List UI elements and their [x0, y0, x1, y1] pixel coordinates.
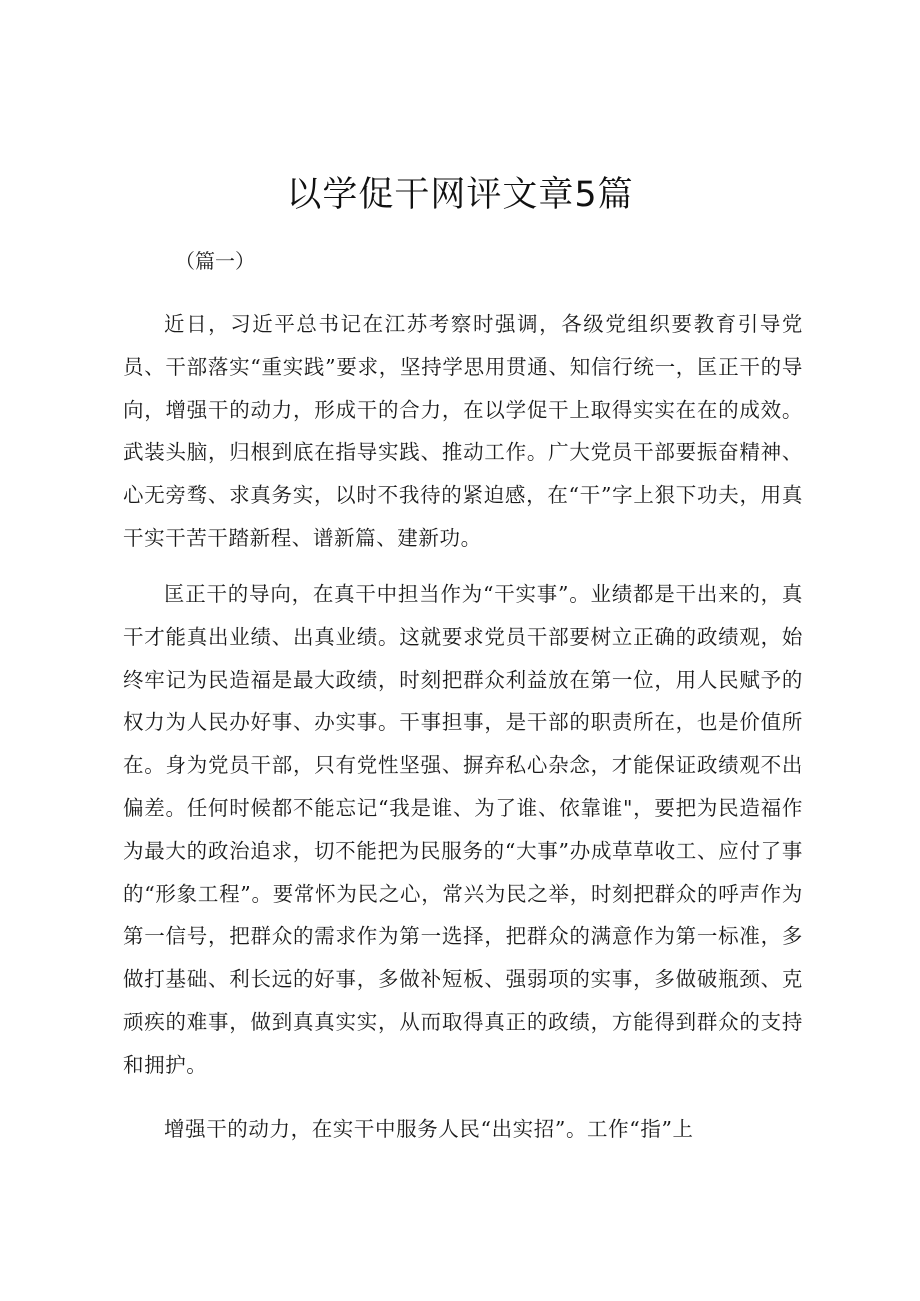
paragraph-2: 匡正干的导向，在真干中担当作为“干实事”。业绩都是干出来的，真干才能真出业绩、出真业绩。这就要求党员干部要树立正确的政绩观，始终牢记为民造福是最大政绩，时刻把群众利益放在第一位，用人民赋予的权力为人民办好事、办实事。干事担事，是干部的职责所在，也是价值所在。身为党员干部，只有党性坚强、摒弃私心杂念，才能保证政绩观不出偏差。任何时候都不能忘记“我是谁、为了谁、依靠谁"，要把为民造福作为最大的政治追求，切不能把为民服务的“大事”办成草草收工、应付了事的“形象工程”。要常怀为民之心，常兴为民之举，时刻把群众的呼声作为第一信号，把群众的需求作为第一选择，把群众的满意作为第一标准，多做打基础、利长远的好事，多做补短板、强弱项的实事，多做破瓶颈、克顽疾的难事，做到真真实实，从而取得真正的政绩，方能得到群众的支持和拥护。 [123, 582, 803, 1077]
paragraph-3: 增强干的动力，在实干中服务人民“出实招”。工作“指”上 [164, 1117, 694, 1141]
document-title: 以学促干网评文章5篇 [286, 175, 634, 215]
paragraph-1: 近日，习近平总书记在江苏考察时强调，各级党组织要教育引导党员、干部落实“重实践”要求，坚持学思用贯通、知信行统一，匡正干的导向，增强干的动力，形成干的合力，在以学促干上取得实实在在的成效。武装头脑，归根到底在指导实践、推动工作。广大党员干部要振奋精神、心无旁骛、求真务实，以时不我待的紧迫感，在“干”字上狠下功夫，用真干实干苦干踏新程、谱新篇、建新功。 [123, 312, 803, 550]
section-label: （篇一） [175, 249, 255, 273]
